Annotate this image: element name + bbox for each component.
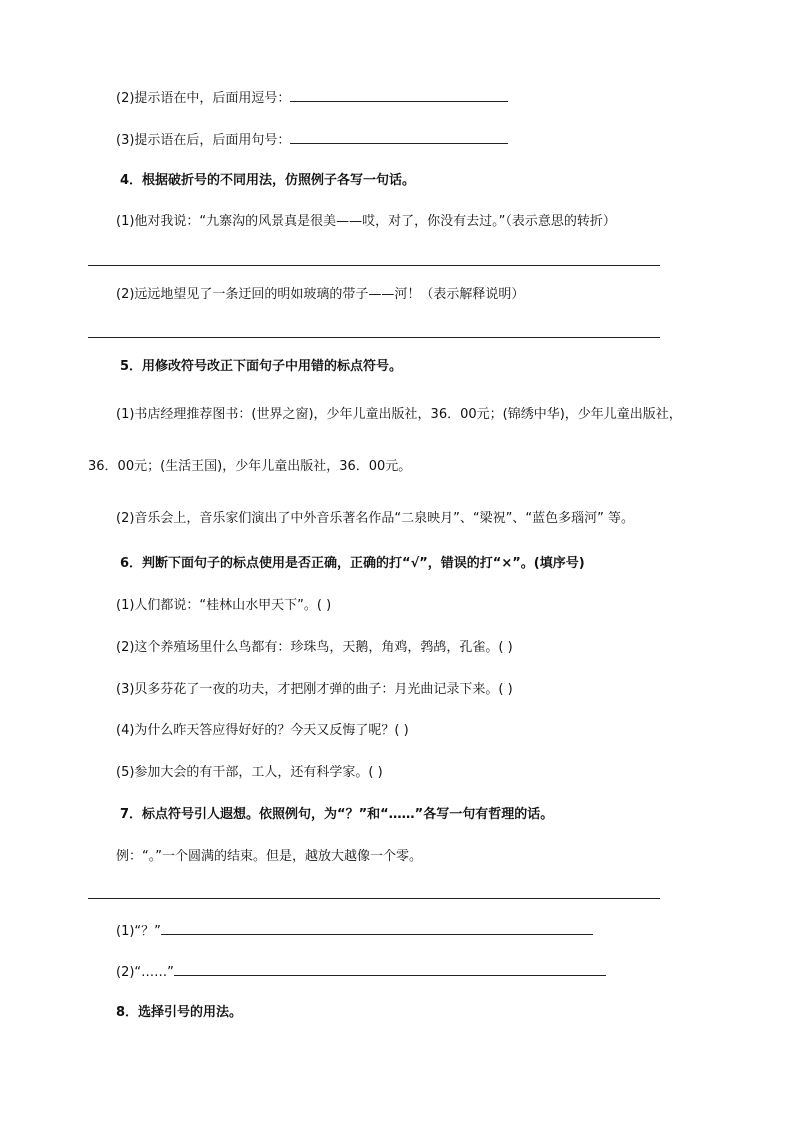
q8-title: 8．选择引号的用法。 <box>116 1005 243 1020</box>
answer-line[interactable] <box>88 898 660 899</box>
q6-item-1: (1)人们都说：“桂林山水甲天下”。( ) <box>116 598 332 613</box>
q5-item-2: (2)音乐会上，音乐家们演出了中外音乐著名作品“二泉映月”、“梁祝”、“蓝色多瑙河” 等。 <box>116 511 634 526</box>
answer-blank[interactable] <box>290 89 508 102</box>
q7-item-1-text: (1)“？” <box>116 924 161 939</box>
answer-line[interactable] <box>88 265 660 266</box>
q5-item-1b: 36．00元；(生活王国)，少年儿童出版社，36．00元。 <box>88 459 412 474</box>
answer-line[interactable] <box>88 337 660 338</box>
q4-item-1: (1)他对我说：“九寨沟的风景真是很美——哎，对了，你没有去过。”（表示意思的转折） <box>116 214 616 229</box>
q7-example: 例：“。”一个圆满的结束。但是，越放大越像一个零。 <box>116 849 422 864</box>
q4-item-2: (2)远远地望见了一条迂回的明如玻璃的带子——河！（表示解释说明） <box>116 287 525 302</box>
answer-blank[interactable] <box>290 131 508 144</box>
q6-item-4: (4)为什么昨天答应得好好的？今天又反悔了呢？( ) <box>116 723 409 738</box>
q3-item-2-text: (2)提示语在中，后面用逗号： <box>116 91 291 106</box>
q3-item-2 <box>116 89 508 107</box>
q7-item-2-text: (2)“……” <box>116 965 174 980</box>
q7-item-1 <box>116 922 593 940</box>
q6-title: 6．判断下面句子的标点使用是否正确，正确的打“√”，错误的打“×”。(填序号) <box>120 556 585 571</box>
q7-title: 7．标点符号引人遐想。依照例句，为“？”和“……”各写一句有哲理的话。 <box>120 807 554 822</box>
answer-blank[interactable] <box>161 922 593 935</box>
q3-item-3-text: (3)提示语在后，后面用句号： <box>116 133 291 148</box>
q7-item-2 <box>116 963 606 981</box>
q6-item-5: (5)参加大会的有干部，工人，还有科学家。( ) <box>116 765 383 780</box>
q5-title: 5．用修改符号改正下面句子中用错的标点符号。 <box>120 359 403 374</box>
q6-item-2: (2)这个养殖场里什么鸟都有：珍珠鸟，天鹅，角鸡，鹁鸪，孔雀。( ) <box>116 640 513 655</box>
answer-blank[interactable] <box>174 963 606 976</box>
q5-item-1a: (1)书店经理推荐图书：(世界之窗)，少年儿童出版社，36．00元；(锦绣中华)，少年儿童出版社， <box>116 407 682 422</box>
q4-title: 4．根据破折号的不同用法，仿照例子各写一句话。 <box>120 173 416 188</box>
q3-item-3 <box>116 131 508 149</box>
q6-item-3: (3)贝多芬花了一夜的功夫，才把刚才弹的曲子：月光曲记录下来。( ) <box>116 682 513 697</box>
